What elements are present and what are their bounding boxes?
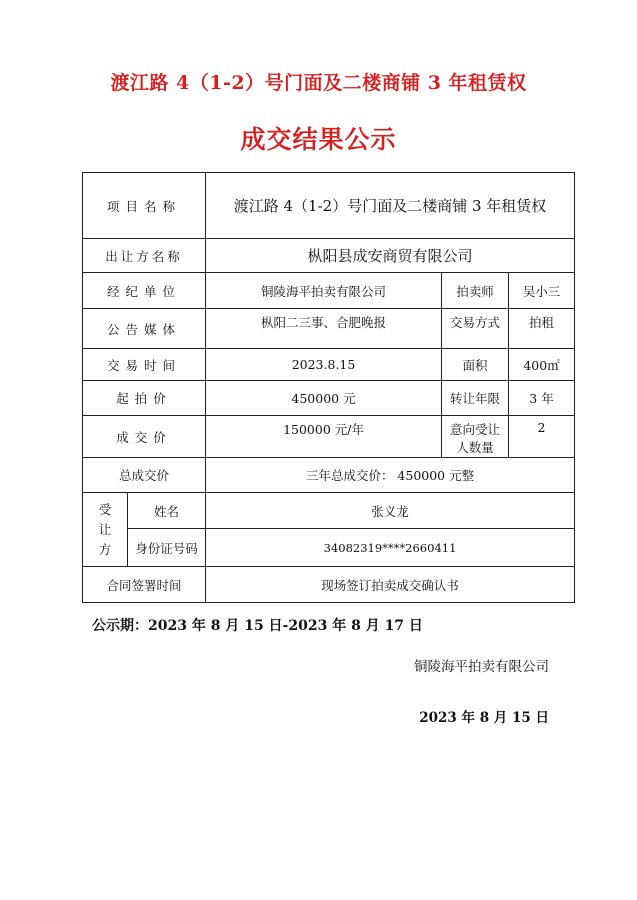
buyer-label-char-2: 让 bbox=[98, 521, 112, 537]
name-value: 张义龙 bbox=[206, 493, 575, 529]
start-value: 450000 元 bbox=[206, 381, 442, 416]
method-label: 交易方式 bbox=[442, 309, 509, 349]
notice-period: 公示期：2023 年 8 月 15 日-2023 年 8 月 17 日 bbox=[92, 618, 423, 634]
area-value: 400㎡ bbox=[509, 349, 575, 381]
media-value: 枞阳二三事、合肥晚报 bbox=[206, 309, 442, 349]
row-deal-price bbox=[83, 416, 575, 458]
title-line-1: 渡江路 4（1-2）号门面及二楼商铺 3 年租赁权 bbox=[110, 72, 527, 94]
time-value: 2023.8.15 bbox=[206, 349, 442, 381]
bidders-value: 2 bbox=[509, 416, 575, 458]
item-value: 渡江路 4（1-2）号门面及二楼商铺 3 年租赁权 bbox=[206, 173, 575, 239]
id-value: 34082319****2660411 bbox=[206, 529, 575, 567]
issue-date: 2023 年 8 月 15 日 bbox=[419, 710, 549, 726]
agency-label: 经纪单位 bbox=[83, 273, 206, 309]
deal-label: 成交价 bbox=[83, 416, 206, 458]
start-label: 起拍价 bbox=[83, 381, 206, 416]
contract-value: 现场签订拍卖成交确认书 bbox=[206, 567, 575, 603]
row-agency bbox=[83, 273, 575, 309]
row-contract bbox=[83, 567, 575, 603]
area-label: 面积 bbox=[442, 349, 509, 381]
total-value: 三年总成交价： 450000 元整 bbox=[206, 458, 575, 493]
media-label: 公告媒体 bbox=[83, 309, 206, 349]
time-label: 交易时间 bbox=[83, 349, 206, 381]
agency-value: 铜陵海平拍卖有限公司 bbox=[206, 273, 442, 309]
auctioneer-value: 吴小三 bbox=[509, 273, 575, 309]
row-total bbox=[83, 458, 575, 493]
title-line-2: 成交结果公示 bbox=[240, 125, 397, 154]
deal-value: 150000 元/年 bbox=[206, 416, 442, 458]
row-buyer-id bbox=[83, 529, 575, 567]
bidders-label: 意向受让人数量 bbox=[442, 416, 509, 458]
auctioneer-label: 拍卖师 bbox=[442, 273, 509, 309]
method-value: 拍租 bbox=[509, 309, 575, 349]
contract-label: 合同签署时间 bbox=[83, 567, 206, 603]
row-buyer-name bbox=[83, 493, 575, 529]
id-label: 身份证号码 bbox=[128, 529, 206, 567]
row-time bbox=[83, 349, 575, 381]
buyer-label-char-3: 方 bbox=[98, 541, 112, 557]
seller-value: 枞阳县成安商贸有限公司 bbox=[206, 239, 575, 273]
row-media bbox=[83, 309, 575, 349]
row-seller bbox=[83, 239, 575, 273]
buyer-label bbox=[83, 493, 128, 567]
seller-label: 出让方名称 bbox=[83, 239, 206, 273]
years-label: 转让年限 bbox=[442, 381, 509, 416]
row-item bbox=[83, 173, 575, 239]
name-label: 姓名 bbox=[128, 493, 206, 529]
buyer-label-char-1: 受 bbox=[98, 501, 112, 517]
total-label: 总成交价 bbox=[83, 458, 206, 493]
result-table bbox=[82, 172, 575, 603]
years-value: 3 年 bbox=[509, 381, 575, 416]
issuer-org: 铜陵海平拍卖有限公司 bbox=[414, 659, 549, 675]
item-label: 项目名称 bbox=[83, 173, 206, 239]
row-start-price bbox=[83, 381, 575, 416]
